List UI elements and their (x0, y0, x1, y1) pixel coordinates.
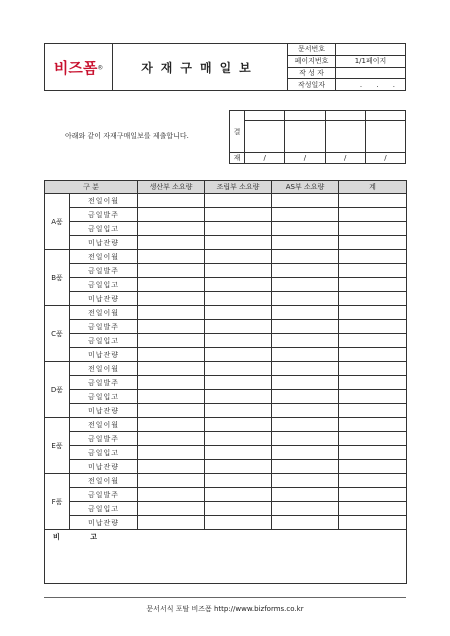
as-cell[interactable] (272, 418, 339, 432)
approval-date-mark[interactable]: / (365, 153, 405, 164)
assembly-cell[interactable] (205, 264, 272, 278)
total-cell[interactable] (339, 446, 407, 460)
total-cell[interactable] (339, 432, 407, 446)
total-cell[interactable] (339, 264, 407, 278)
page-number-label: 페이지번호 (288, 55, 336, 67)
as-cell[interactable] (272, 460, 339, 474)
production-cell[interactable] (138, 250, 205, 264)
table-row (45, 362, 407, 376)
item-label: 전일이월 (70, 250, 138, 264)
as-cell[interactable] (272, 222, 339, 236)
total-cell[interactable] (339, 460, 407, 474)
approval-label-bottom: 재 (230, 153, 245, 164)
assembly-cell[interactable] (205, 334, 272, 348)
production-cell[interactable] (138, 194, 205, 208)
total-cell[interactable] (339, 418, 407, 432)
assembly-cell[interactable] (205, 306, 272, 320)
header-as: AS부 소요량 (272, 181, 339, 194)
item-label: 금일발주 (70, 488, 138, 502)
table-row (45, 474, 407, 488)
table-row (45, 222, 407, 236)
total-cell[interactable] (339, 292, 407, 306)
total-cell[interactable] (339, 404, 407, 418)
assembly-cell[interactable] (205, 502, 272, 516)
production-cell[interactable] (138, 376, 205, 390)
approval-date-mark[interactable]: / (245, 153, 285, 164)
table-row (45, 292, 407, 306)
item-label: 금일입고 (70, 390, 138, 404)
total-cell[interactable] (339, 236, 407, 250)
item-label: 금일발주 (70, 320, 138, 334)
total-cell[interactable] (339, 222, 407, 236)
author-value[interactable] (336, 67, 406, 79)
as-cell[interactable] (272, 432, 339, 446)
approval-box (229, 110, 406, 164)
item-label: 전일이월 (70, 418, 138, 432)
production-cell[interactable] (138, 488, 205, 502)
item-label: 금일발주 (70, 264, 138, 278)
doc-number-label: 문서번호 (288, 44, 336, 56)
as-cell[interactable] (272, 208, 339, 222)
group-label: A품 (45, 194, 70, 250)
as-cell[interactable] (272, 334, 339, 348)
table-row (45, 390, 407, 404)
author-label: 작 성 자 (288, 67, 336, 79)
total-cell[interactable] (339, 348, 407, 362)
as-cell[interactable] (272, 502, 339, 516)
as-cell[interactable] (272, 306, 339, 320)
assembly-cell[interactable] (205, 362, 272, 376)
as-cell[interactable] (272, 446, 339, 460)
item-label: 금일입고 (70, 446, 138, 460)
total-cell[interactable] (339, 278, 407, 292)
page-number-value[interactable]: 1/1페이지 (336, 55, 406, 67)
item-label: 금일발주 (70, 376, 138, 390)
production-cell[interactable] (138, 390, 205, 404)
table-row (45, 236, 407, 250)
item-label: 미납잔량 (70, 460, 138, 474)
doc-number-value[interactable] (336, 44, 406, 56)
document-header (44, 43, 406, 91)
header-production: 생산부 소요량 (138, 181, 205, 194)
as-cell[interactable] (272, 488, 339, 502)
assembly-cell[interactable] (205, 446, 272, 460)
production-cell[interactable] (138, 292, 205, 306)
assembly-cell[interactable] (205, 516, 272, 530)
production-cell[interactable] (138, 432, 205, 446)
production-cell[interactable] (138, 404, 205, 418)
table-row (45, 348, 407, 362)
item-label: 미납잔량 (70, 516, 138, 530)
approval-title-cell[interactable] (245, 111, 285, 121)
table-row (45, 194, 407, 208)
approval-title-cell[interactable] (365, 111, 405, 121)
item-label: 전일이월 (70, 474, 138, 488)
assembly-cell[interactable] (205, 432, 272, 446)
as-cell[interactable] (272, 194, 339, 208)
production-cell[interactable] (138, 320, 205, 334)
page-title: 자재구매일보 (113, 44, 288, 91)
purchase-table (44, 180, 407, 584)
assembly-cell[interactable] (205, 292, 272, 306)
as-cell[interactable] (272, 390, 339, 404)
assembly-cell[interactable] (205, 208, 272, 222)
approval-sign-cell[interactable] (285, 121, 325, 153)
production-cell[interactable] (138, 278, 205, 292)
total-cell[interactable] (339, 194, 407, 208)
item-label: 금일입고 (70, 334, 138, 348)
total-cell[interactable] (339, 390, 407, 404)
approval-sign-cell[interactable] (325, 121, 365, 153)
header-total: 계 (339, 181, 407, 194)
production-cell[interactable] (138, 208, 205, 222)
table-row (45, 376, 407, 390)
table-row (45, 460, 407, 474)
approval-sign-cell[interactable] (365, 121, 405, 153)
item-label: 금일입고 (70, 502, 138, 516)
production-cell[interactable] (138, 236, 205, 250)
approval-date-mark[interactable]: / (325, 153, 365, 164)
table-row (45, 278, 407, 292)
group-label: D품 (45, 362, 70, 418)
production-cell[interactable] (138, 446, 205, 460)
as-cell[interactable] (272, 278, 339, 292)
production-cell[interactable] (138, 418, 205, 432)
approval-date-mark[interactable]: / (285, 153, 325, 164)
footer-text: 문서서식 포탈 비즈폼 http://www.bizforms.co.kr (146, 605, 304, 613)
item-label: 미납잔량 (70, 292, 138, 306)
assembly-cell[interactable] (205, 390, 272, 404)
table-row (45, 306, 407, 320)
as-cell[interactable] (272, 474, 339, 488)
assembly-cell[interactable] (205, 404, 272, 418)
production-cell[interactable] (138, 334, 205, 348)
assembly-cell[interactable] (205, 320, 272, 334)
table-row (45, 446, 407, 460)
table-row (45, 264, 407, 278)
as-cell[interactable] (272, 404, 339, 418)
assembly-cell[interactable] (205, 194, 272, 208)
as-cell[interactable] (272, 516, 339, 530)
logo (45, 44, 113, 91)
assembly-cell[interactable] (205, 250, 272, 264)
production-cell[interactable] (138, 502, 205, 516)
production-cell[interactable] (138, 264, 205, 278)
total-cell[interactable] (339, 334, 407, 348)
group-label: B품 (45, 250, 70, 306)
date-value[interactable]: . . . (336, 79, 406, 91)
assembly-cell[interactable] (205, 348, 272, 362)
assembly-cell[interactable] (205, 236, 272, 250)
item-label: 금일발주 (70, 208, 138, 222)
group-label: E품 (45, 418, 70, 474)
table-row (45, 250, 407, 264)
approval-title-cell[interactable] (285, 111, 325, 121)
as-cell[interactable] (272, 250, 339, 264)
table-row (45, 208, 407, 222)
production-cell[interactable] (138, 348, 205, 362)
approval-label-top: 결 (230, 111, 245, 153)
assembly-cell[interactable] (205, 376, 272, 390)
production-cell[interactable] (138, 474, 205, 488)
approval-sign-cell[interactable] (245, 121, 285, 153)
as-cell[interactable] (272, 348, 339, 362)
table-row (45, 432, 407, 446)
assembly-cell[interactable] (205, 222, 272, 236)
date-label: 작성일자 (288, 79, 336, 91)
production-cell[interactable] (138, 306, 205, 320)
table-row (45, 488, 407, 502)
total-cell[interactable] (339, 488, 407, 502)
assembly-cell[interactable] (205, 278, 272, 292)
table-row (45, 502, 407, 516)
assembly-cell[interactable] (205, 460, 272, 474)
as-cell[interactable] (272, 320, 339, 334)
item-label: 전일이월 (70, 194, 138, 208)
item-label: 전일이월 (70, 362, 138, 376)
intro-text: 아래와 같이 자재구매일보를 제출합니다. (65, 132, 189, 140)
total-cell[interactable] (339, 320, 407, 334)
item-label: 미납잔량 (70, 236, 138, 250)
approval-title-cell[interactable] (325, 111, 365, 121)
item-label: 전일이월 (70, 306, 138, 320)
item-label: 금일발주 (70, 432, 138, 446)
registered-mark: ® (97, 65, 104, 72)
item-label: 미납잔량 (70, 348, 138, 362)
logo-text: 비즈폼 (53, 58, 98, 77)
remark-label: 비 고 (45, 530, 407, 584)
as-cell[interactable] (272, 264, 339, 278)
as-cell[interactable] (272, 236, 339, 250)
table-row (45, 334, 407, 348)
group-label: F품 (45, 474, 70, 530)
total-cell[interactable] (339, 306, 407, 320)
production-cell[interactable] (138, 460, 205, 474)
total-cell[interactable] (339, 502, 407, 516)
assembly-cell[interactable] (205, 474, 272, 488)
group-label: C품 (45, 306, 70, 362)
item-label: 미납잔량 (70, 404, 138, 418)
total-cell[interactable] (339, 474, 407, 488)
item-label: 금일입고 (70, 222, 138, 236)
total-cell[interactable] (339, 362, 407, 376)
header-category: 구 분 (45, 181, 138, 194)
total-cell[interactable] (339, 208, 407, 222)
production-cell[interactable] (138, 516, 205, 530)
item-label: 금일입고 (70, 278, 138, 292)
table-row (45, 320, 407, 334)
header-assembly: 조립부 소요량 (205, 181, 272, 194)
table-row (45, 516, 407, 530)
assembly-cell[interactable] (205, 488, 272, 502)
table-row (45, 404, 407, 418)
as-cell[interactable] (272, 362, 339, 376)
total-cell[interactable] (339, 516, 407, 530)
total-cell[interactable] (339, 376, 407, 390)
footer-divider (44, 597, 406, 598)
assembly-cell[interactable] (205, 418, 272, 432)
as-cell[interactable] (272, 376, 339, 390)
as-cell[interactable] (272, 292, 339, 306)
table-row (45, 418, 407, 432)
production-cell[interactable] (138, 362, 205, 376)
total-cell[interactable] (339, 250, 407, 264)
production-cell[interactable] (138, 222, 205, 236)
